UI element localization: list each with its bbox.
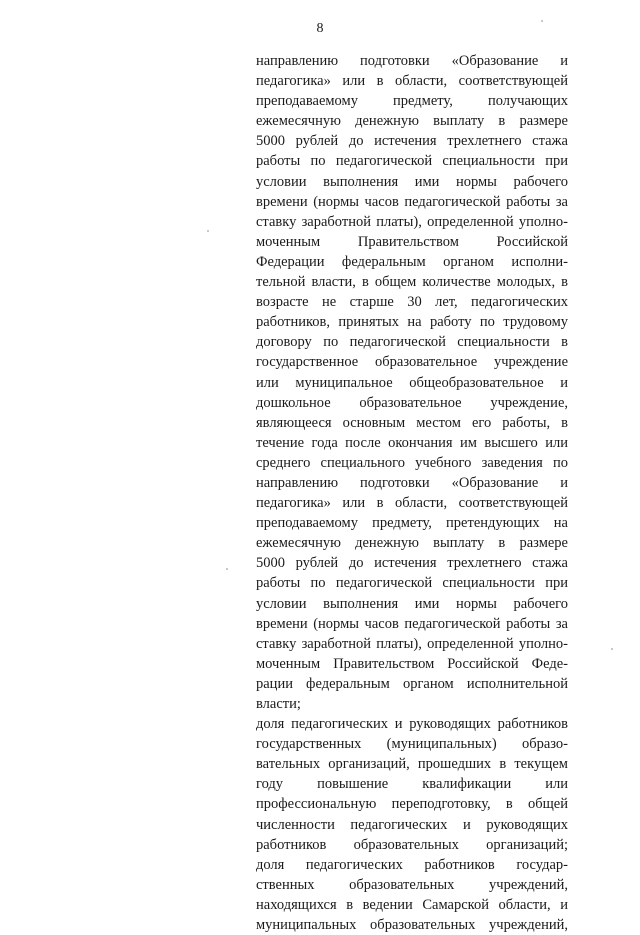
text-line: моченным Правительством Российской Феде- — [256, 655, 568, 672]
text-line: ставку заработной платы), определенной уполно- — [256, 213, 568, 230]
text-line: государственное образовательное учреждение — [256, 354, 568, 371]
text-line: или муниципальное общеобразовательное и — [256, 374, 568, 391]
text-line: муниципальных образовательных учреждений, — [256, 917, 568, 934]
scan-speck — [541, 20, 543, 22]
text-line: 5000 рублей до истечения трехлетнего стажа — [256, 555, 568, 572]
text-line: условии выполнения ими нормы рабочего — [256, 173, 568, 190]
text-line: работников образовательных организаций; — [256, 836, 568, 853]
text-line: ежемесячную денежную выплату в размере — [256, 535, 568, 552]
text-line: году повышение квалификации или — [256, 776, 568, 793]
text-line: среднего специального учебного заведения по — [256, 454, 568, 471]
text-line: доля педагогических и руководящих работников — [256, 716, 568, 733]
text-line: ственных образовательных учреждений, — [256, 876, 568, 893]
text-line: численности педагогических и руководящих — [256, 816, 568, 833]
text-line: вательных организаций, прошедших в текущем — [256, 756, 568, 773]
text-line: направлению подготовки «Образование и — [256, 53, 568, 69]
text-line: направлению подготовки «Образование и — [256, 474, 568, 491]
text-line: доля педагогических работников государ- — [256, 856, 568, 873]
text-line: течение года после окончания им высшего или — [256, 434, 568, 451]
scan-speck — [207, 230, 209, 232]
text-line: власти; — [256, 696, 301, 712]
text-line: педагогика» или в области, соответствующей — [256, 495, 568, 512]
text-line: возрасте не старше 30 лет, педагогических — [256, 294, 568, 311]
text-line: преподаваемому предмету, получающих — [256, 93, 568, 110]
scan-speck — [611, 648, 613, 650]
text-line: тельной власти, в общем количестве молодых, в — [256, 274, 568, 291]
text-line: рации федеральным органом исполнительной — [256, 675, 568, 692]
text-line: преподаваемому предмету, претендующих на — [256, 515, 568, 532]
page-number: 8 — [316, 21, 324, 36]
scan-speck — [226, 568, 228, 570]
text-line: моченным Правительством Российской — [256, 233, 568, 250]
text-line: работы по педагогической специальности при — [256, 575, 568, 592]
text-line: работников, принятых на работу по трудовому — [256, 314, 568, 331]
text-line: дошкольное образовательное учреждение, — [256, 394, 568, 411]
text-line: договору по педагогической специальности в — [256, 334, 568, 351]
text-line: времени (нормы часов педагогической работы за — [256, 615, 568, 632]
text-line: условии выполнения ими нормы рабочего — [256, 595, 568, 612]
text-line: государственных (муниципальных) образо- — [256, 736, 568, 753]
text-line: педагогика» или в области, соответствующей — [256, 73, 568, 90]
text-line: Федерации федеральным органом исполни- — [256, 253, 568, 270]
text-line: находящихся в ведении Самарской области, и — [256, 896, 568, 913]
text-line: профессиональную переподготовку, в общей — [256, 796, 568, 813]
text-line: 5000 рублей до истечения трехлетнего стажа — [256, 133, 568, 150]
text-line: ставку заработной платы), определенной уполно- — [256, 635, 568, 652]
text-line: являющееся основным местом его работы, в — [256, 414, 568, 431]
text-line: ежемесячную денежную выплату в размере — [256, 113, 568, 130]
body-text — [256, 51, 568, 935]
text-line: времени (нормы часов педагогической работы за — [256, 193, 568, 210]
text-line: работы по педагогической специальности при — [256, 153, 568, 170]
